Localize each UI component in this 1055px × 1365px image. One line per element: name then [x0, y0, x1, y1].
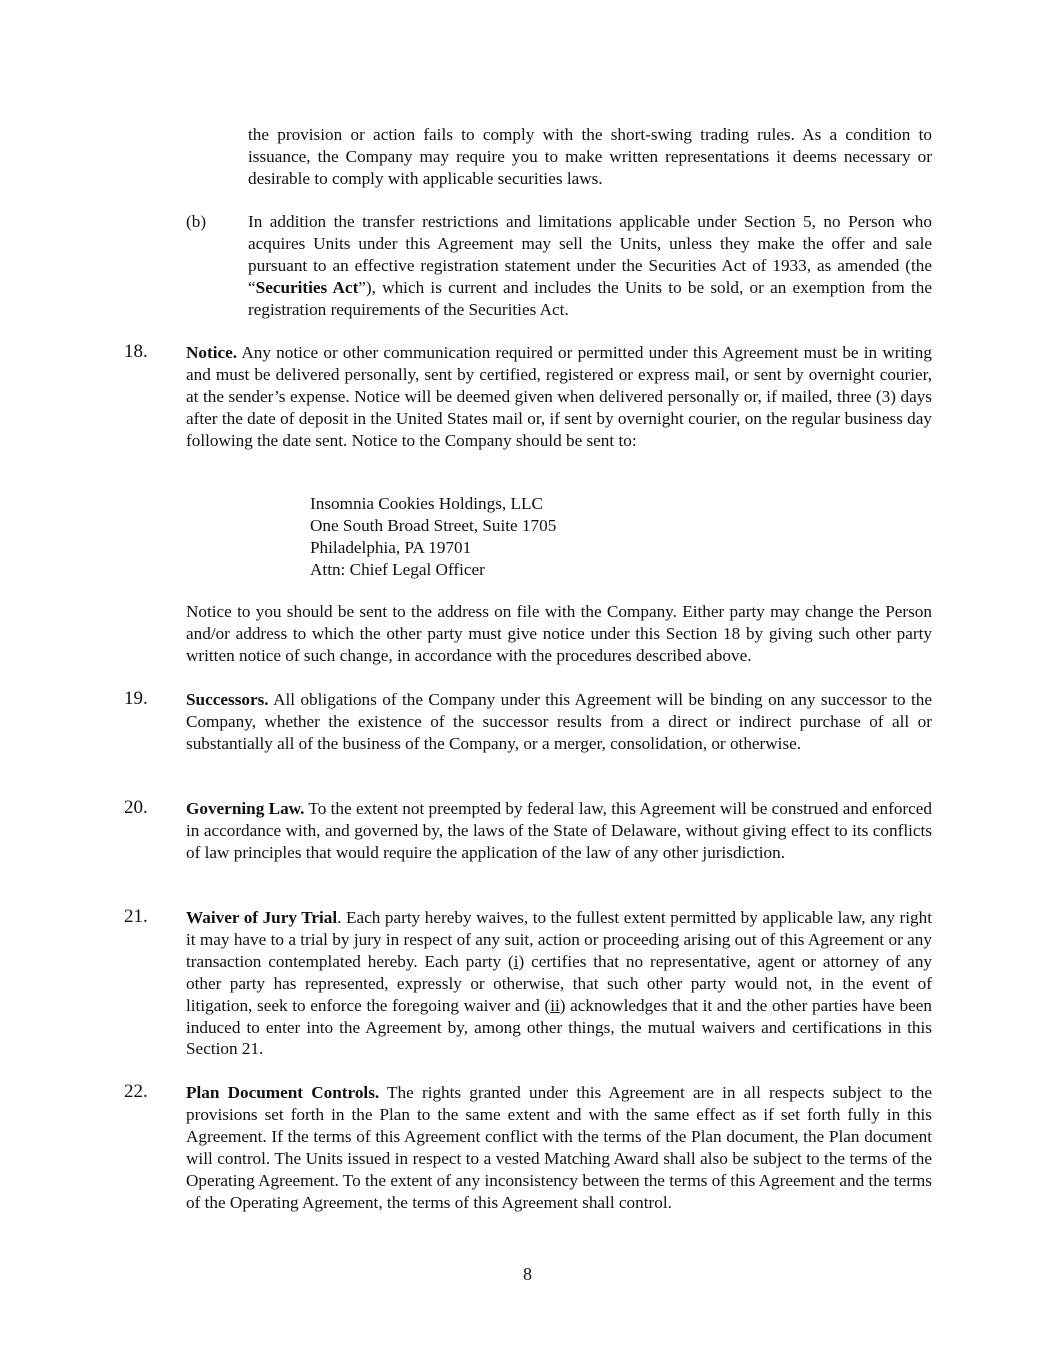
address-line: Philadelphia, PA 19701: [310, 537, 472, 557]
address-line: One South Broad Street, Suite 1705: [310, 515, 557, 535]
section-21-text-2: ) certifies that no representative, agent or attorney of any other party has represented, expressly or otherwise, that such other party would not, in the event of litigation, seek to enforce the foregoing waiver and (: [186, 951, 933, 1015]
subsection-b-text-before: In addition the transfer restrictions and limitations applicable under Section 5, no Person who acquires Units under this Agreement may sell the Units, unless they make the offer and sale pursuant to an effective registration statement under the Securities Act of 1933, as amended (the “: [248, 212, 932, 297]
carryover-paragraph: the provision or action fails to comply with the short-swing trading rules. As a condition to issuance, the Company may require you to make written representations it deems necessary or desirable to comply with applicable securities laws.: [248, 125, 932, 188]
section-22-text: The rights granted under this Agreement are in all respects subject to the provisions set forth in the Plan to the same extent and with the same effect as if set forth fully in this Agreement. If the terms of this Agreement conflict with the terms of the Plan document, the Plan document will control. The Units issued in respect to a vested Matching Award shall also be subject to the terms of the Operating Agreement. To the extent of any inconsistency between the terms of this Agreement and the terms of the Operating Agreement, the terms of this Agreement shall control.: [186, 1083, 933, 1212]
section-21-number: 21.: [124, 906, 148, 927]
section-22-number: 22.: [124, 1081, 148, 1102]
roman-numeral-ii: ii: [550, 995, 560, 1015]
address-line: Attn: Chief Legal Officer: [310, 559, 485, 579]
section-21-text-1: . Each party hereby waives, to the fullest extent permitted by applicable law, any right it may have to a trial by jury in respect of any suit, action or proceeding arising out of this Agreement or any transaction contemplated hereby. Each party (: [186, 908, 932, 971]
page-number: 8: [523, 1264, 532, 1284]
section-18-followup: Notice to you should be sent to the address on file with the Company. Either party may change the Person and/or address to which the other party must give notice under this Section 18 by giving such other party written notice of such change, in accordance with the procedures described above.: [186, 602, 932, 665]
section-20-number: 20.: [124, 797, 148, 818]
section-18-number: 18.: [124, 341, 148, 362]
section-20-text: To the extent not preempted by federal law, this Agreement will be construed and enforced in accordance with, and governed by, the laws of the State of Delaware, without giving effect to its conflicts of law principles that would require the application of the law of any other jurisdiction.: [186, 799, 933, 862]
section-18-paragraph: [186, 342, 932, 452]
roman-numeral-i: i: [513, 951, 519, 971]
section-19-heading: Successors.: [186, 690, 269, 709]
section-20-heading: Governing Law.: [186, 799, 305, 818]
section-22-heading: Plan Document Controls.: [186, 1083, 380, 1102]
subsection-b-label: (b): [186, 212, 207, 231]
section-19-number: 19.: [124, 688, 148, 709]
section-20-paragraph: [186, 798, 932, 864]
company-address: [310, 493, 710, 581]
section-18-heading: Notice.: [186, 343, 238, 362]
section-21-paragraph: [186, 907, 932, 1060]
section-19-text: All obligations of the Company under this Agreement will be binding on any successor to the Company, whether the existence of the successor results from a direct or indirect purchase of all or substantially all of the business of the Company, or a merger, consolidation, or otherwise.: [186, 690, 932, 753]
subsection-b-paragraph: [248, 211, 932, 321]
address-line: Insomnia Cookies Holdings, LLC: [310, 494, 543, 513]
section-19-paragraph: [186, 689, 932, 755]
section-21-text-3: ) acknowledges that it and the other parties have been induced to enter into the Agreement by, among other things, the mutual waivers and certifications in this Section 21.: [186, 995, 932, 1059]
section-21-heading: Waiver of Jury Trial: [186, 908, 338, 927]
subsection-b-text-after: ”), which is current and includes the Units to be sold, or an exemption from the registration requirements of the Securities Act.: [248, 277, 932, 319]
section-22-paragraph: [186, 1082, 932, 1213]
section-18-text: Any notice or other communication required or permitted under this Agreement must be in writing and must be delivered personally, sent by certified, registered or express mail, or sent by overnight courier, at the sender’s expense. Notice will be deemed given when delivered personally or, if mailed, three (3) days after the date of deposit in the United States mail or, if sent by overnight courier, on the regular business day following the date sent. Notice to the Company should be sent to:: [186, 343, 932, 450]
securities-act-term: Securities Act: [255, 277, 359, 297]
